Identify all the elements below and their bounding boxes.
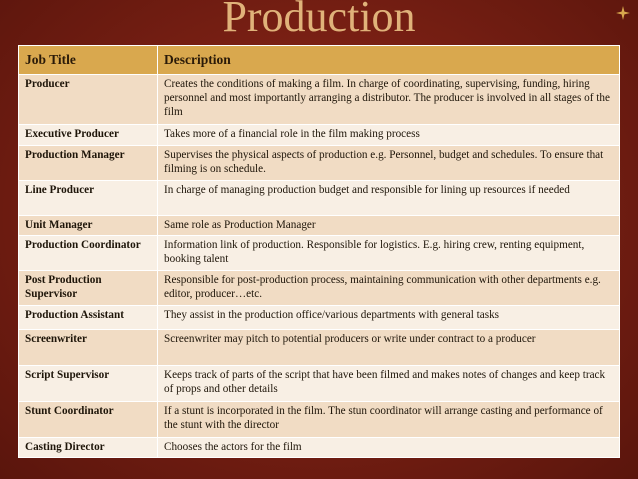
description-cell: Supervises the physical aspects of production e.g. Personnel, budget and schedules. To ensure that filming is on schedule. — [158, 146, 620, 181]
job-title-cell: Screenwriter — [19, 330, 158, 366]
description-cell: Same role as Production Manager — [158, 216, 620, 236]
table-row — [19, 271, 620, 306]
table-row — [19, 366, 620, 402]
table-row — [19, 125, 620, 146]
job-title-cell: Casting Director — [19, 438, 158, 458]
job-title-cell: Production Assistant — [19, 306, 158, 330]
table-row — [19, 438, 620, 458]
description-cell: Responsible for post-production process, maintaining communication with other departments e.g. editor, producer…etc. — [158, 271, 620, 306]
table-row — [19, 216, 620, 236]
job-title-cell: Production Manager — [19, 146, 158, 181]
description-cell: Chooses the actors for the film — [158, 438, 620, 458]
slide-title: Production — [222, 0, 416, 41]
job-title-cell: Production Coordinator — [19, 236, 158, 271]
job-title-cell: Producer — [19, 75, 158, 125]
description-cell: Information link of production. Responsible for logistics. E.g. hiring crew, renting equipment, booking talent — [158, 236, 620, 271]
roles-table — [18, 45, 620, 458]
table-row — [19, 306, 620, 330]
four-point-star-icon — [616, 6, 630, 20]
table-row — [19, 146, 620, 181]
header-job-title: Job Title — [19, 46, 158, 75]
job-title-cell: Stunt Coordinator — [19, 402, 158, 438]
table-row — [19, 330, 620, 366]
description-cell: Keeps track of parts of the script that have been filmed and makes notes of changes and keep track of props and other details — [158, 366, 620, 402]
table-row — [19, 75, 620, 125]
job-title-cell: Line Producer — [19, 181, 158, 216]
job-title-cell: Unit Manager — [19, 216, 158, 236]
description-cell: Takes more of a financial role in the film making process — [158, 125, 620, 146]
job-title-cell: Executive Producer — [19, 125, 158, 146]
job-title-cell: Script Supervisor — [19, 366, 158, 402]
header-description: Description — [158, 46, 620, 75]
table-row — [19, 236, 620, 271]
description-cell: Screenwriter may pitch to potential producers or write under contract to a producer — [158, 330, 620, 366]
job-title-cell: Post Production Supervisor — [19, 271, 158, 306]
description-cell: In charge of managing production budget and responsible for lining up resources if needed — [158, 181, 620, 216]
description-cell: Creates the conditions of making a film. In charge of coordinating, supervising, funding, hiring personnel and most importantly arranging a distributor. The producer is involved in all stages of the film — [158, 75, 620, 125]
description-cell: They assist in the production office/various departments with general tasks — [158, 306, 620, 330]
table-header-row — [19, 46, 620, 75]
description-cell: If a stunt is incorporated in the film. The stun coordinator will arrange casting and performance of the stunt with the director — [158, 402, 620, 438]
table-row — [19, 181, 620, 216]
table-row — [19, 402, 620, 438]
